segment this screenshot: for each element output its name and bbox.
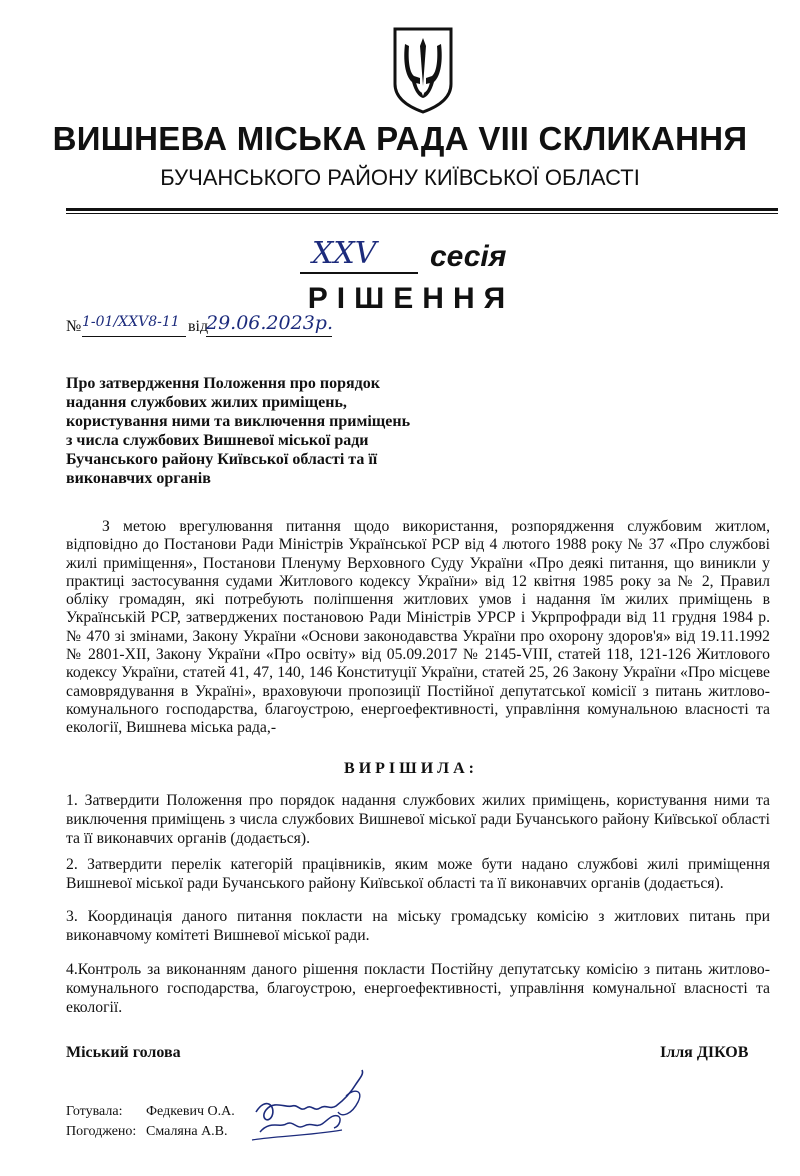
decision-title: РІШЕННЯ [307,282,515,315]
preamble-paragraph: З метою врегулювання питання щодо використання, розпорядження службовим житлом, відповідно до Постанови Ради Міністрів Української РСР від 4 лютого 1988 року № 37 «Про службові жилі приміщення», Постанови Пленуму Верховного Суду України «Про деякі питання, що виникли у практиці застосування судами Житлового кодексу України» від 12 квітня 1985 року за № 2, Правил обліку громадян, які потребують поліпшення житлових умов і надання їм жилих приміщень в Українській РСР, затверджених постановою Ради Міністрів УРСР і Укрпрофради від 11 грудня 1984 р. № 470 зі змінами, Закону України «Основи законодавства України про охорону здоров'я» від 19.11.1992 № 2801-XII, Закону України «Про освіту» від 05.09.2017 № 2145-VIII, статей 118, 121-126 Житлового кодексу України, статей 41, 47, 140, 146 Конституції України, статей 25, 26 Закону України «Про місцеве самоврядування в Україні», враховуючи пропозиції Постійної депутатської комісії з питань житлово-комунального господарства, благоустрою, енергоефективності, управління комунальною власності та екології, Вишнева міська рада,- [66,518,770,737]
header-divider-thin [66,213,778,214]
subject-line: виконавчих органів [66,470,211,487]
decision-date-handwritten: 29.06.2023р. [206,312,333,334]
subject-line: з числа службових Вишневої міської ради [66,432,369,449]
date-underline [206,336,332,337]
resolution-item: 1. Затвердити Положення про порядок надання службових жилих приміщень, користування ними та виключення приміщень з числа службових Вишневої міської ради Бучанського району Київської області та її виконавчих органів (додається). [66,792,770,847]
handwritten-signature [246,1066,386,1146]
resolution-item: 2. Затвердити перелік категорій працівників, яким може бути надано службові жилі приміщення Вишневої міської ради Бучанського району Київської області та її виконавчих органів (додається). [66,856,770,892]
council-title: ВИШНЕВА МІСЬКА РАДА VIII СКЛИКАННЯ [52,120,748,157]
resolution-item: 3. Координація даного питання покласти на міську громадську комісію з житлових питань при виконавчому комітеті Вишневої міської ради. [66,908,770,944]
mayor-name: Ілля ДІКОВ [660,1044,749,1061]
prepared-name: Федкевич О.А. [146,1104,235,1119]
resolved-heading: ВИРІШИЛА: [344,760,478,777]
session-number-handwritten: XXV [312,236,377,271]
mayor-title: Міський голова [66,1044,181,1061]
agreed-label: Погоджено: [66,1124,137,1139]
subject-line: користування ними та виключення приміщень [66,413,411,430]
session-underline [300,272,418,274]
session-label: сесія [430,240,507,273]
decision-number-handwritten: 1-01/XXV8-11 [82,314,180,330]
prepared-label: Готувала: [66,1104,123,1119]
subject-line: Про затвердження Положення про порядок [66,375,380,392]
header-divider-thick [66,208,778,211]
coat-of-arms-trident-icon [392,26,454,114]
date-from-label: від [188,318,209,335]
number-label: № [66,318,82,335]
council-subtitle: БУЧАНСЬКОГО РАЙОНУ КИЇВСЬКОЇ ОБЛАСТІ [160,165,640,190]
resolution-item: 4.Контроль за виконанням даного рішення покласти Постійну депутатську комісію з питань житлово-комунального господарства, благоустрою, енергоефективності, управління комунальної власності та екології. [66,961,770,1016]
subject-line: надання службових жилих приміщень, [66,394,347,411]
subject-line: Бучанського району Київської області та її [66,451,378,468]
agreed-name: Смаляна А.В. [146,1124,228,1139]
number-underline [82,336,186,337]
decision-subject [66,374,446,488]
